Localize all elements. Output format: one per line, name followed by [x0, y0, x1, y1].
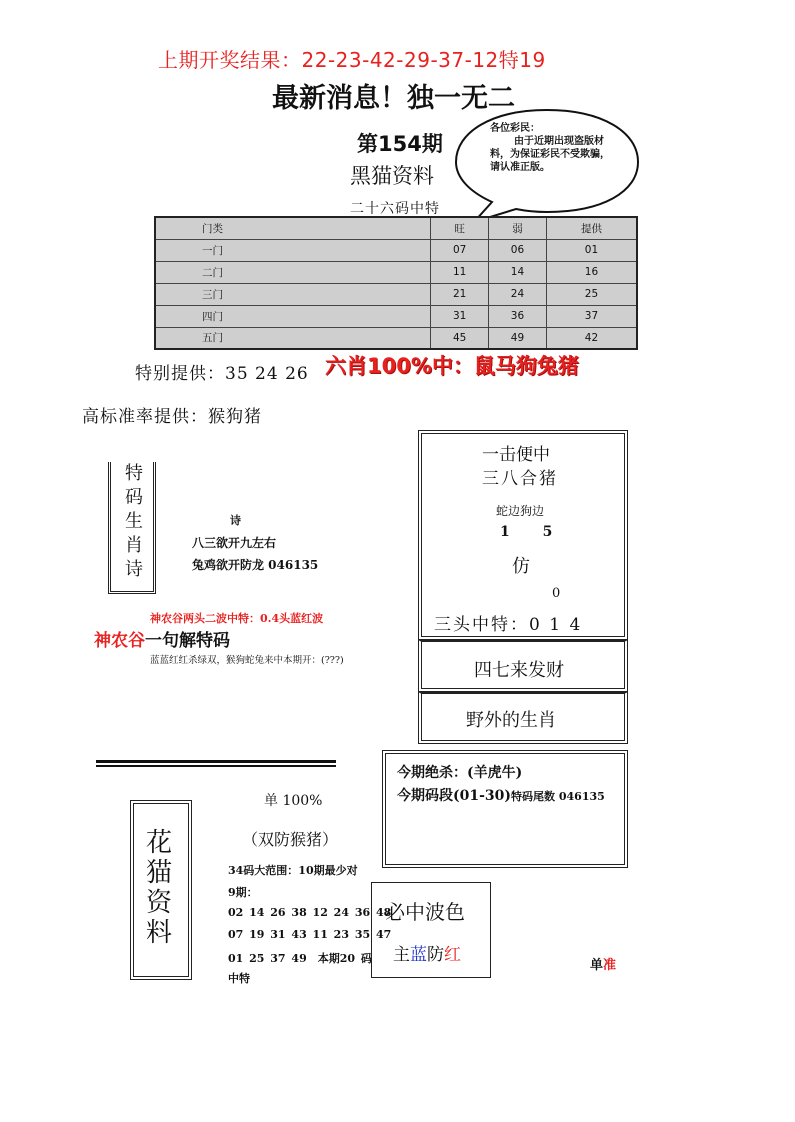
table-cell: 五门	[155, 327, 431, 349]
table-row	[155, 239, 637, 261]
single-zhun-text	[590, 954, 616, 973]
table-cell: 14	[489, 261, 547, 283]
table-header-cell: 旺	[431, 217, 489, 239]
range-line: 9期：	[228, 886, 258, 899]
strike-title: 一击便中	[482, 445, 550, 465]
shennong-title-red: 神农谷	[94, 631, 145, 651]
single-label: 单	[590, 958, 604, 973]
six-zodiac-banner: 六肖100%中：鼠马狗兔猪	[325, 354, 579, 378]
table-cell: 21	[431, 283, 489, 305]
shennong-text: 蓝蓝红红杀绿双，猴狗蛇兔来中本期开：(???)	[150, 655, 344, 666]
table-cell: 二门	[155, 261, 431, 283]
last-result-text: 上期开奖结果：22-23-42-29-37-12特19	[158, 48, 546, 72]
wave-main-label: 主	[393, 945, 410, 965]
poem-heading: 诗	[230, 514, 241, 527]
door-table	[154, 216, 638, 350]
bubble-greeting: 各位彩民：	[490, 123, 540, 134]
four-seven-text: 四七来发财	[474, 660, 564, 681]
zero-text: 0	[552, 586, 561, 601]
number-line: 02 14 26 38 12 24 36 48	[228, 906, 392, 919]
kill-line	[397, 785, 605, 805]
table-cell: 16	[546, 261, 637, 283]
wild-zodiac-text: 野外的生肖	[466, 710, 556, 731]
table-cell: 07	[431, 239, 489, 261]
shennong-title	[94, 626, 230, 651]
fang-text: 仿	[512, 556, 530, 577]
doc-title: 黑猫资料	[350, 164, 434, 188]
guard-text: （双防猴猪）	[242, 830, 339, 849]
table-header-row	[155, 217, 637, 239]
table-row	[155, 327, 637, 349]
range-line: 34码大范围：10期最少对	[228, 864, 358, 877]
table-row	[155, 305, 637, 327]
wave-red: 红	[444, 945, 461, 965]
shennong-wave-note: 神农谷两头二波中特：0.4头蓝红波	[150, 612, 324, 625]
table-cell: 37	[546, 305, 637, 327]
poem-line: 兔鸡欲开防龙 046135	[192, 558, 319, 572]
high-rate-provide: 高标准率提供：猴狗猪	[82, 407, 262, 427]
table-cell: 01	[546, 239, 637, 261]
table-row	[155, 261, 637, 283]
bubble-message: 由于近期出现盗版材料，为保证彩民不受欺骗，请认准正版。	[490, 136, 610, 173]
section-divider	[96, 760, 336, 767]
strike-sub: 三八合猪	[482, 469, 558, 489]
table-cell: 49	[489, 327, 547, 349]
snake-dog-text: 蛇边狗边	[496, 504, 545, 518]
table-cell: 三门	[155, 283, 431, 305]
wave-sub	[393, 940, 461, 965]
table-cell: 31	[431, 305, 489, 327]
number-line: 01 25 37 49 本期20 码	[228, 952, 372, 965]
kill-tail: 特码尾数 046135	[511, 790, 605, 803]
table-cell: 11	[431, 261, 489, 283]
table-cell: 一门	[155, 239, 431, 261]
table-cell: 36	[489, 305, 547, 327]
zhun-label: 准	[603, 958, 617, 973]
single-100-text: 单 100%	[264, 793, 323, 809]
bubble-text	[490, 122, 615, 174]
wave-guard-label: 防	[427, 945, 444, 965]
table-header-cell: 提供	[546, 217, 637, 239]
table-cell: 06	[489, 239, 547, 261]
kill-line: 今期绝杀：(羊虎牛)	[397, 765, 523, 781]
table-cell: 42	[546, 327, 637, 349]
table-cell: 24	[489, 283, 547, 305]
table-row	[155, 283, 637, 305]
wave-title: 必中波色	[385, 900, 465, 924]
table-header-cell: 弱	[489, 217, 547, 239]
poem-title: 特码生肖诗	[125, 463, 143, 580]
special-provide: 特别提供：35 24 26	[135, 364, 309, 384]
sub-title: 二十六码中特	[350, 201, 440, 217]
issue-number: 第154期	[357, 132, 443, 156]
strike-numbers: 1 5	[500, 524, 567, 540]
wave-blue: 蓝	[410, 945, 427, 965]
poem-line: 八三欲开九左右	[192, 536, 277, 550]
table-cell: 45	[431, 327, 489, 349]
table-cell: 25	[546, 283, 637, 305]
three-head-text: 三头中特：0 1 4	[434, 615, 583, 635]
shennong-title-black: 一句解特码	[145, 631, 230, 651]
flower-title: 花猫资料	[146, 828, 173, 948]
table-header-cell: 门类	[155, 217, 431, 239]
number-line: 07 19 31 43 11 23 35 47	[228, 928, 392, 941]
headline: 最新消息！独一无二	[272, 83, 515, 114]
number-line: 中特	[228, 972, 250, 985]
table-cell: 四门	[155, 305, 431, 327]
kill-range: 今期码段(01-30)	[397, 788, 512, 804]
